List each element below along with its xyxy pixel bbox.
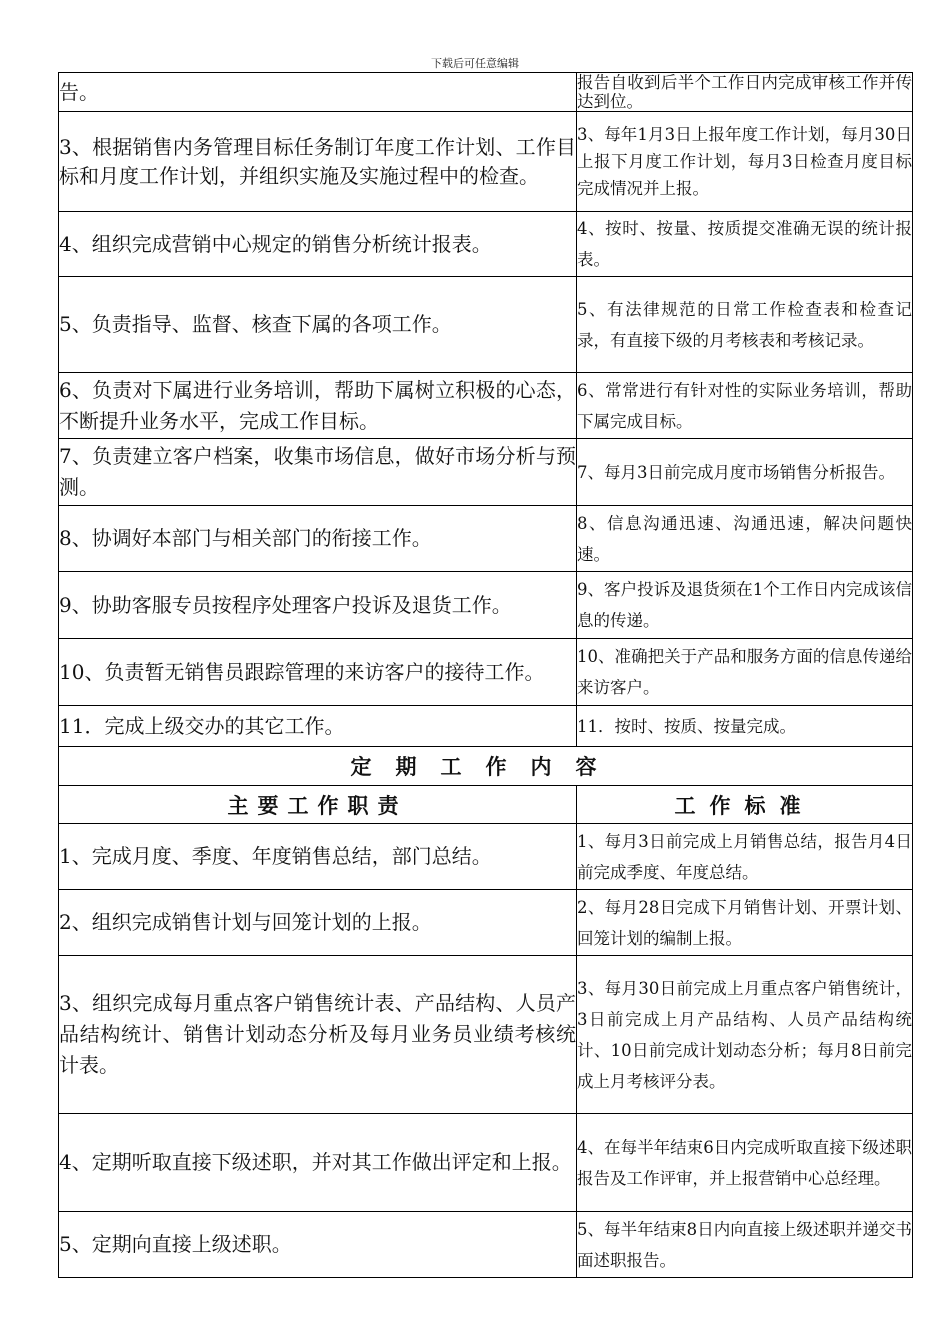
- duty-cell: 5、定期向直接上级述职。: [59, 1212, 577, 1278]
- table-row: [59, 639, 913, 706]
- table-row: [59, 1212, 913, 1278]
- table-row: [59, 824, 913, 890]
- standard-cell: 报告自收到后半个工作日内完成审核工作并传达到位。: [577, 73, 912, 111]
- duty-cell: 10、负责暂无销售员跟踪管理的来访客户的接待工作。: [59, 639, 577, 706]
- standard-cell: 9、客户投诉及退货须在1个工作日内完成该信息的传递。: [577, 572, 913, 639]
- duty-cell: 3、组织完成每月重点客户销售统计表、产品结构、人员产品结构统计、销售计划动态分析及每月业务员业绩考核统计表。: [59, 956, 577, 1114]
- table-row: [59, 506, 913, 572]
- duty-cell: 9、协助客服专员按程序处理客户投诉及退货工作。: [59, 572, 577, 639]
- column-header-standard: 工作标准: [577, 786, 913, 824]
- section-title: 定期工作内容: [59, 747, 913, 786]
- standard-cell: 4、在每半年结束6日内完成听取直接下级述职报告及工作评审，并上报营销中心总经理。: [577, 1114, 913, 1212]
- standard-cell: 7、每月3日前完成月度市场销售分析报告。: [577, 439, 913, 506]
- duty-cell: 2、组织完成销售计划与回笼计划的上报。: [59, 890, 577, 956]
- standard-cell: 8、信息沟通迅速、沟通迅速，解决问题快速。: [577, 506, 913, 572]
- standard-cell: 4、按时、按量、按质提交准确无误的统计报表。: [577, 212, 913, 277]
- header-note: 下载后可任意编辑: [431, 57, 519, 70]
- duty-cell: 6、负责对下属进行业务培训，帮助下属树立积极的心态，不断提升业务水平，完成工作目标。: [59, 373, 577, 439]
- table-row: [59, 572, 913, 639]
- table-row: [59, 706, 913, 747]
- duty-cell: 1、完成月度、季度、年度销售总结，部门总结。: [59, 824, 577, 890]
- standard-cell: 3、每月30日前完成上月重点客户销售统计，3日前完成上月产品结构、人员产品结构统计、10日前完成计划动态分析；每月8日前完成上月考核评分表。: [577, 956, 913, 1114]
- standard-cell: 6、常常进行有针对性的实际业务培训，帮助下属完成目标。: [577, 373, 913, 439]
- table-row: [59, 277, 913, 373]
- duty-cell: 3、根据销售内务管理目标任务制订年度工作计划、工作目标和月度工作计划，并组织实施及实施过程中的检查。: [59, 112, 577, 212]
- duty-cell: 11．完成上级交办的其它工作。: [59, 706, 577, 747]
- duty-cell: 告。: [59, 73, 577, 112]
- table-row: [59, 956, 913, 1114]
- section-title-row: [59, 747, 913, 786]
- table-row: [59, 112, 913, 212]
- column-header-row: [59, 786, 913, 824]
- standard-cell: 10、准确把关于产品和服务方面的信息传递给来访客户。: [577, 639, 913, 706]
- standard-cell: 3、每年1月3日上报年度工作计划，每月30日上报下月度工作计划，每月3日检查月度目标完成情况并上报。: [577, 112, 913, 212]
- table-row: [59, 439, 913, 506]
- table-row: [59, 373, 913, 439]
- standard-cell: 5、有法律规范的日常工作检查表和检查记录，有直接下级的月考核表和考核记录。: [577, 277, 913, 373]
- table-row: [59, 212, 913, 277]
- standard-cell: 2、每月28日完成下月销售计划、开票计划、回笼计划的编制上报。: [577, 890, 913, 956]
- table-row: [59, 1114, 913, 1212]
- column-header-duties: 主要工作职责: [59, 786, 577, 824]
- duty-cell: 8、协调好本部门与相关部门的衔接工作。: [59, 506, 577, 572]
- duty-cell: 4、定期听取直接下级述职，并对其工作做出评定和上报。: [59, 1114, 577, 1212]
- standard-cell: 1、每月3日前完成上月销售总结，报告月4日前完成季度、年度总结。: [577, 824, 913, 890]
- duty-cell: 7、负责建立客户档案，收集市场信息，做好市场分析与预测。: [59, 439, 577, 506]
- table-row: [59, 890, 913, 956]
- duties-table: [58, 72, 913, 1278]
- standard-cell: 11．按时、按质、按量完成。: [577, 706, 913, 747]
- duty-cell: 4、组织完成营销中心规定的销售分析统计报表。: [59, 212, 577, 277]
- duty-cell: 5、负责指导、监督、核查下属的各项工作。: [59, 277, 577, 373]
- table-row: [59, 73, 913, 112]
- standard-cell: 5、每半年结束8日内向直接上级述职并递交书面述职报告。: [577, 1212, 913, 1278]
